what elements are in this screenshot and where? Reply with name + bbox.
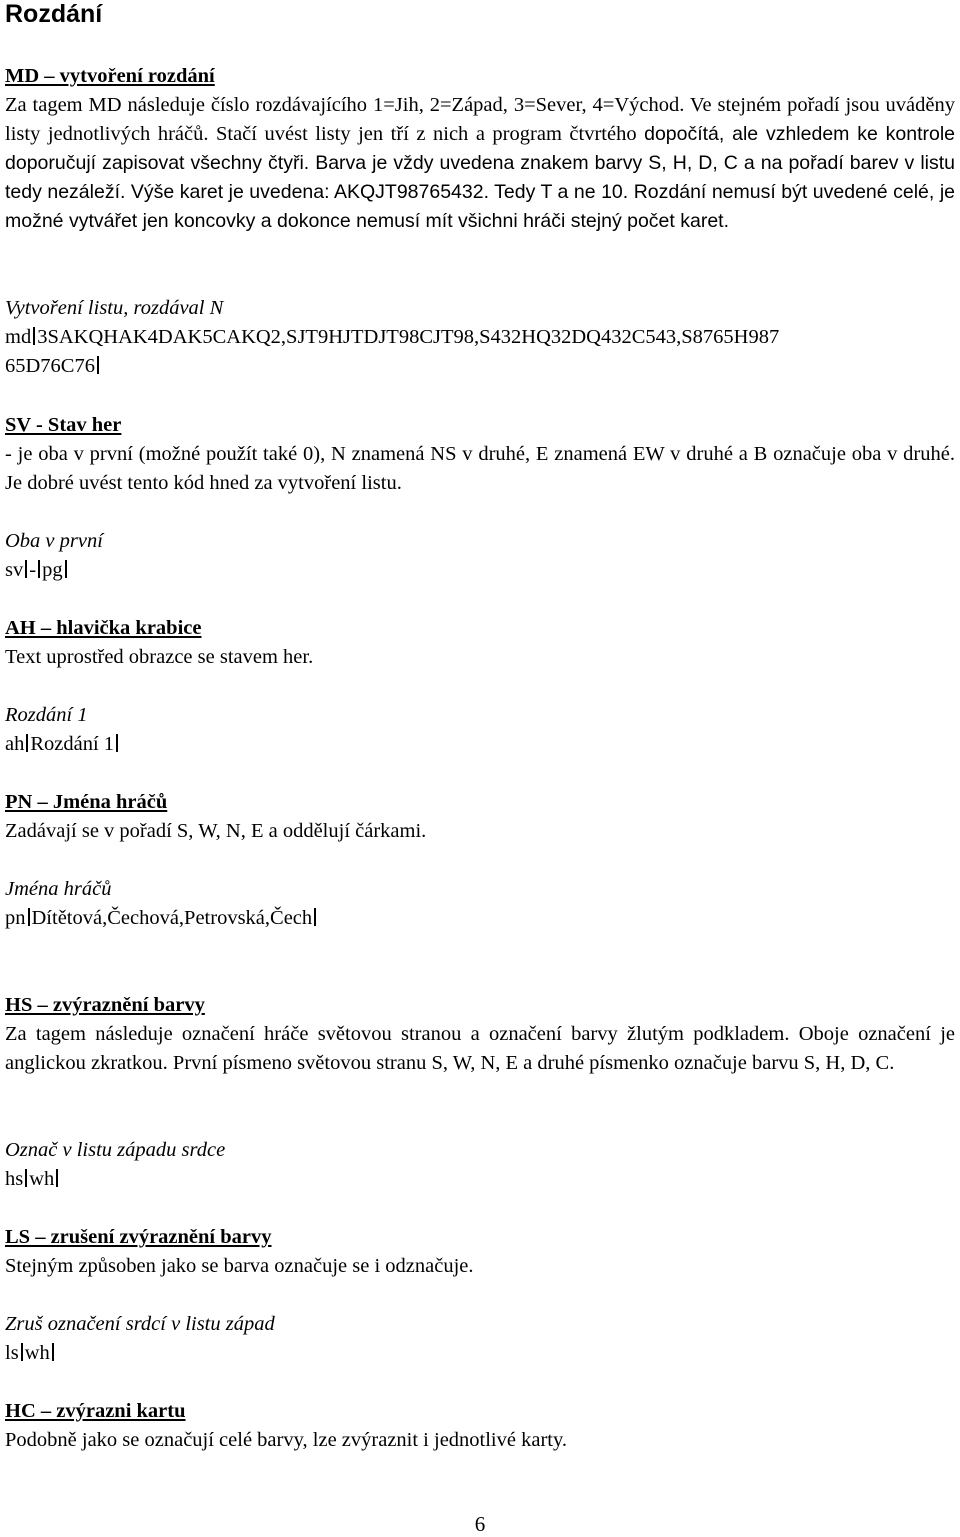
example-ls (5, 1310, 955, 1368)
example-label: Označ v listu západu srdce (5, 1139, 226, 1161)
separator-bar (52, 1343, 54, 1361)
section-heading: SV - Stav her (5, 414, 122, 436)
example-pn (5, 875, 955, 933)
example-label: Zruš označení srdcí v listu západ (5, 1313, 275, 1335)
example-label: Jména hráčů (5, 878, 112, 900)
example-ah (5, 701, 955, 759)
section-heading: LS – zrušení zvýraznění barvy (5, 1226, 272, 1248)
separator-bar (33, 327, 35, 345)
separator-bar (116, 734, 118, 752)
separator-bar (38, 560, 40, 578)
section-heading: HS – zvýraznění barvy (5, 994, 205, 1016)
separator-bar (25, 1169, 27, 1187)
separator-bar (26, 734, 28, 752)
separator-bar (21, 1343, 23, 1361)
paragraph: Zadávají se v pořadí S, W, N, E a oddělují čárkami. (5, 820, 427, 842)
section-hc (5, 1397, 955, 1455)
section-heading: MD – vytvoření rozdání (5, 65, 215, 87)
section-ls (5, 1223, 955, 1281)
section-md (5, 62, 955, 236)
code-line: md 3SAKQHAK4DAK5CAKQ2,SJT9HJTDJT98CJT98,S432HQ32DQ432C543,S8765H987 (5, 326, 780, 348)
example-sv (5, 527, 955, 585)
separator-bar (56, 1169, 58, 1187)
example-md (5, 294, 955, 381)
paragraph: Text uprostřed obrazce se stavem her. (5, 646, 314, 668)
separator-bar (65, 560, 67, 578)
separator-bar (314, 908, 316, 926)
separator-bar (97, 356, 99, 374)
paragraph: Podobně jako se označují celé barvy, lze zvýraznit i jednotlivé karty. (5, 1429, 568, 1451)
page-title: Rozdání (5, 0, 103, 28)
paragraph: Stejným způsoben jako se barva označuje se i odznačuje. (5, 1255, 474, 1277)
paragraph: - je oba v první (možné použít také 0), N znamená NS v druhé, E znamená EW v druhé a B označuje oba v druhé. Je dobré uvést tento kód hned za vytvoření listu. (5, 443, 955, 494)
section-heading: PN – Jména hráčů (5, 791, 168, 813)
paragraph: Za tagem následuje označení hráče světovou stranou a označení barvy žlutým podkladem. Oboje označení je anglickou zkratkou. První písmeno světovou stranu S, W, N, E a druhé písmenko označuje barvu S, H, D, C. (5, 1023, 955, 1074)
separator-bar (25, 560, 27, 578)
section-pn (5, 788, 955, 846)
example-label: Oba v první (5, 530, 103, 552)
example-label: Vytvoření listu, rozdával N (5, 297, 224, 319)
example-label: Rozdání 1 (5, 704, 88, 726)
code-line: sv - pg (5, 556, 955, 585)
section-hs (5, 991, 955, 1078)
code-line: ls wh (5, 1339, 955, 1368)
page-number: 6 (474, 1512, 486, 1536)
code-line: 65D76C76 (5, 352, 955, 381)
separator-bar (28, 908, 30, 926)
code-line: hs wh (5, 1165, 955, 1194)
section-heading: HC – zvýrazni kartu (5, 1400, 186, 1422)
code-line: ah Rozdání 1 (5, 730, 955, 759)
section-sv (5, 411, 955, 498)
section-ah (5, 614, 955, 672)
code-line: pn Dítětová,Čechová,Petrovská,Čech (5, 904, 955, 933)
example-hs (5, 1136, 955, 1194)
paragraph: Za tagem MD následuje číslo rozdávajícího 1=Jih, 2=Západ, 3=Sever, 4=Východ. Ve stejném pořadí jsou uváděny listy jednotlivých hráčů. Stačí uvést listy jen tří z nich a program čtvrtého dopočítá, ale vzhledem ke kontrole doporučují zapisovat všechny čtyři. Barva je vždy uvedena znakem barvy S, H, D, C a na pořadí barev v listu tedy nezáleží. Výše karet je uvedena: AKQJT98765432. Tedy T a ne 10. Rozdání nemusí být uvedené celé, je možné vytvářet jen koncovky a dokonce nemusí mít všichni hráči stejný počet karet. (5, 94, 955, 232)
section-heading: AH – hlavička krabice (5, 617, 202, 639)
